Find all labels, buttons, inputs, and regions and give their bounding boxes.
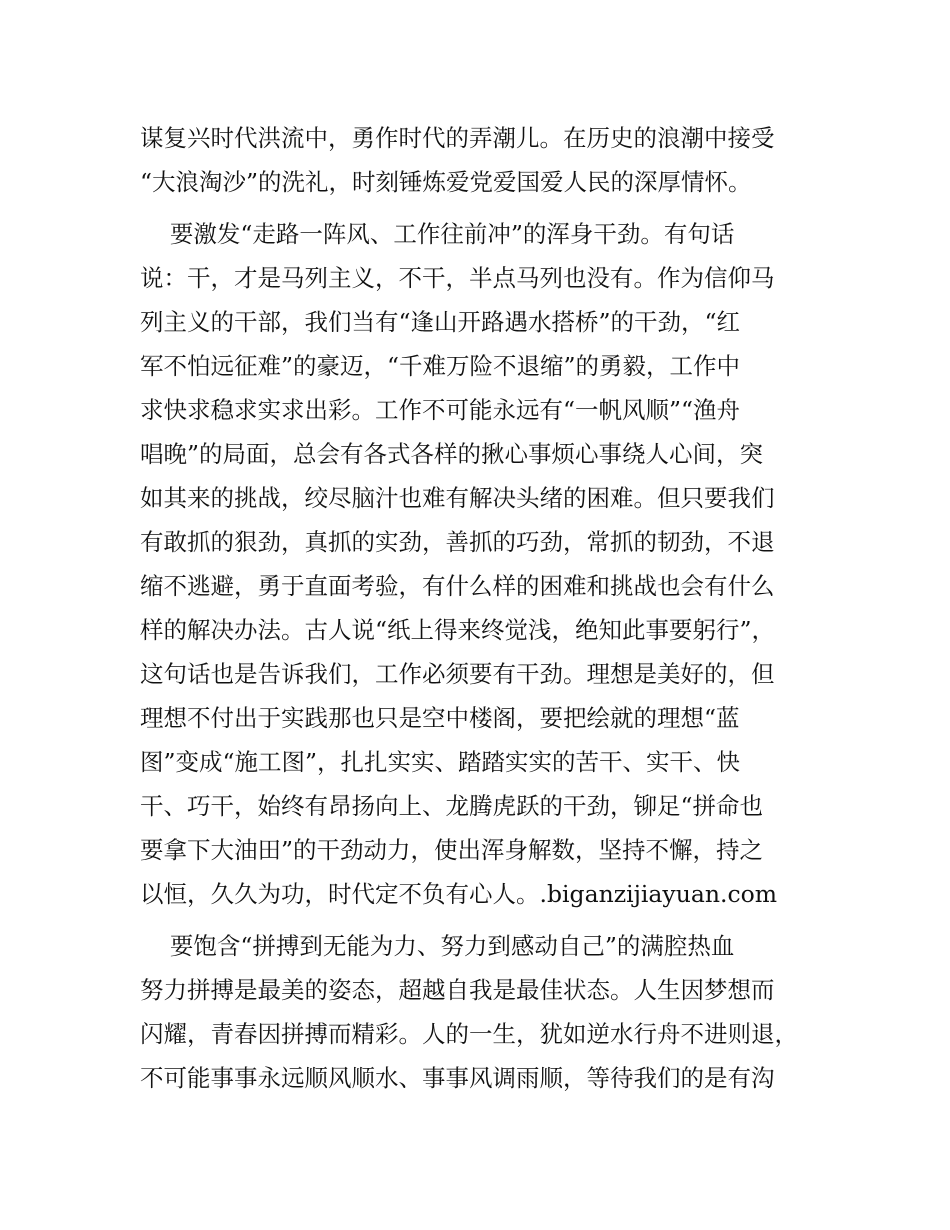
text-line: 有敢抓的狠劲，真抓的实劲，善抓的巧劲，常抓的韧劲，不退	[140, 528, 775, 556]
text-line: “大浪淘沙”的洗礼，时刻锤炼爱党爱国爱人民的深厚情怀。	[140, 168, 752, 196]
text-line: 军不怕远征难”的豪迈，“千难万险不退缩”的勇毅，工作中	[140, 352, 741, 380]
paragraph-gap	[140, 204, 820, 212]
paragraph	[140, 116, 820, 204]
text-line: 列主义的干部，我们当有“逢山开路遇水搭桥”的干劲，“红	[140, 308, 741, 336]
text-line: 理想不付出于实践那也只是空中楼阁，要把绘就的理想“蓝	[140, 704, 740, 732]
text-line: 这句话也是告诉我们，工作必须要有干劲。理想是美好的，但	[140, 660, 775, 688]
text-line: 以恒，久久为功，时代定不负有心人。.biganzijiayuan.com	[140, 880, 778, 908]
text-line: 要激发“走路一阵风、工作往前冲”的浑身干劲。有句话	[140, 220, 735, 248]
text-line: 闪耀，青春因拼搏而精彩。人的一生，犹如逆水行舟不进则退，	[140, 1020, 798, 1048]
paragraph	[140, 924, 820, 1100]
text-line: 努力拼搏是最美的姿态，超越自我是最佳状态。人生因梦想而	[140, 976, 775, 1004]
text-line: 图”变成“施工图”，扎扎实实、踏踏实实的苦干、实干、快	[140, 748, 741, 776]
text-line: 谋复兴时代洪流中，勇作时代的弄潮儿。在历史的浪潮中接受	[140, 124, 775, 152]
text-line: 求快求稳求实求出彩。工作不可能永远有“一帆风顺”“渔舟	[140, 396, 741, 424]
text-line: 缩不逃避，勇于直面考验，有什么样的困难和挑战也会有什么	[140, 572, 775, 600]
text-line: 不可能事事永远顺风顺水、事事风调雨顺，等待我们的是有沟	[140, 1064, 775, 1092]
document-body	[140, 116, 820, 1100]
text-line: 说：干，才是马列主义，不干，半点马列也没有。作为信仰马	[140, 264, 775, 292]
text-line: 干、巧干，始终有昂扬向上、龙腾虎跃的干劲，铆足“拼命也	[140, 792, 764, 820]
text-line: 样的解决办法。古人说“纸上得来终觉浅，绝知此事要躬行”，	[140, 616, 776, 644]
text-line: 要拿下大油田”的干劲动力，使出浑身解数，坚持不懈，持之	[140, 836, 764, 864]
paragraph-gap	[140, 916, 820, 924]
text-line: 要饱含“拼搏到无能为力、努力到感动自己”的满腔热血	[140, 932, 735, 960]
text-line: 如其来的挑战，绞尽脑汁也难有解决头绪的困难。但只要我们	[140, 484, 775, 512]
text-line: 唱晚”的局面，总会有各式各样的揪心事烦心事绕人心间，突	[140, 440, 764, 468]
paragraph	[140, 212, 820, 916]
